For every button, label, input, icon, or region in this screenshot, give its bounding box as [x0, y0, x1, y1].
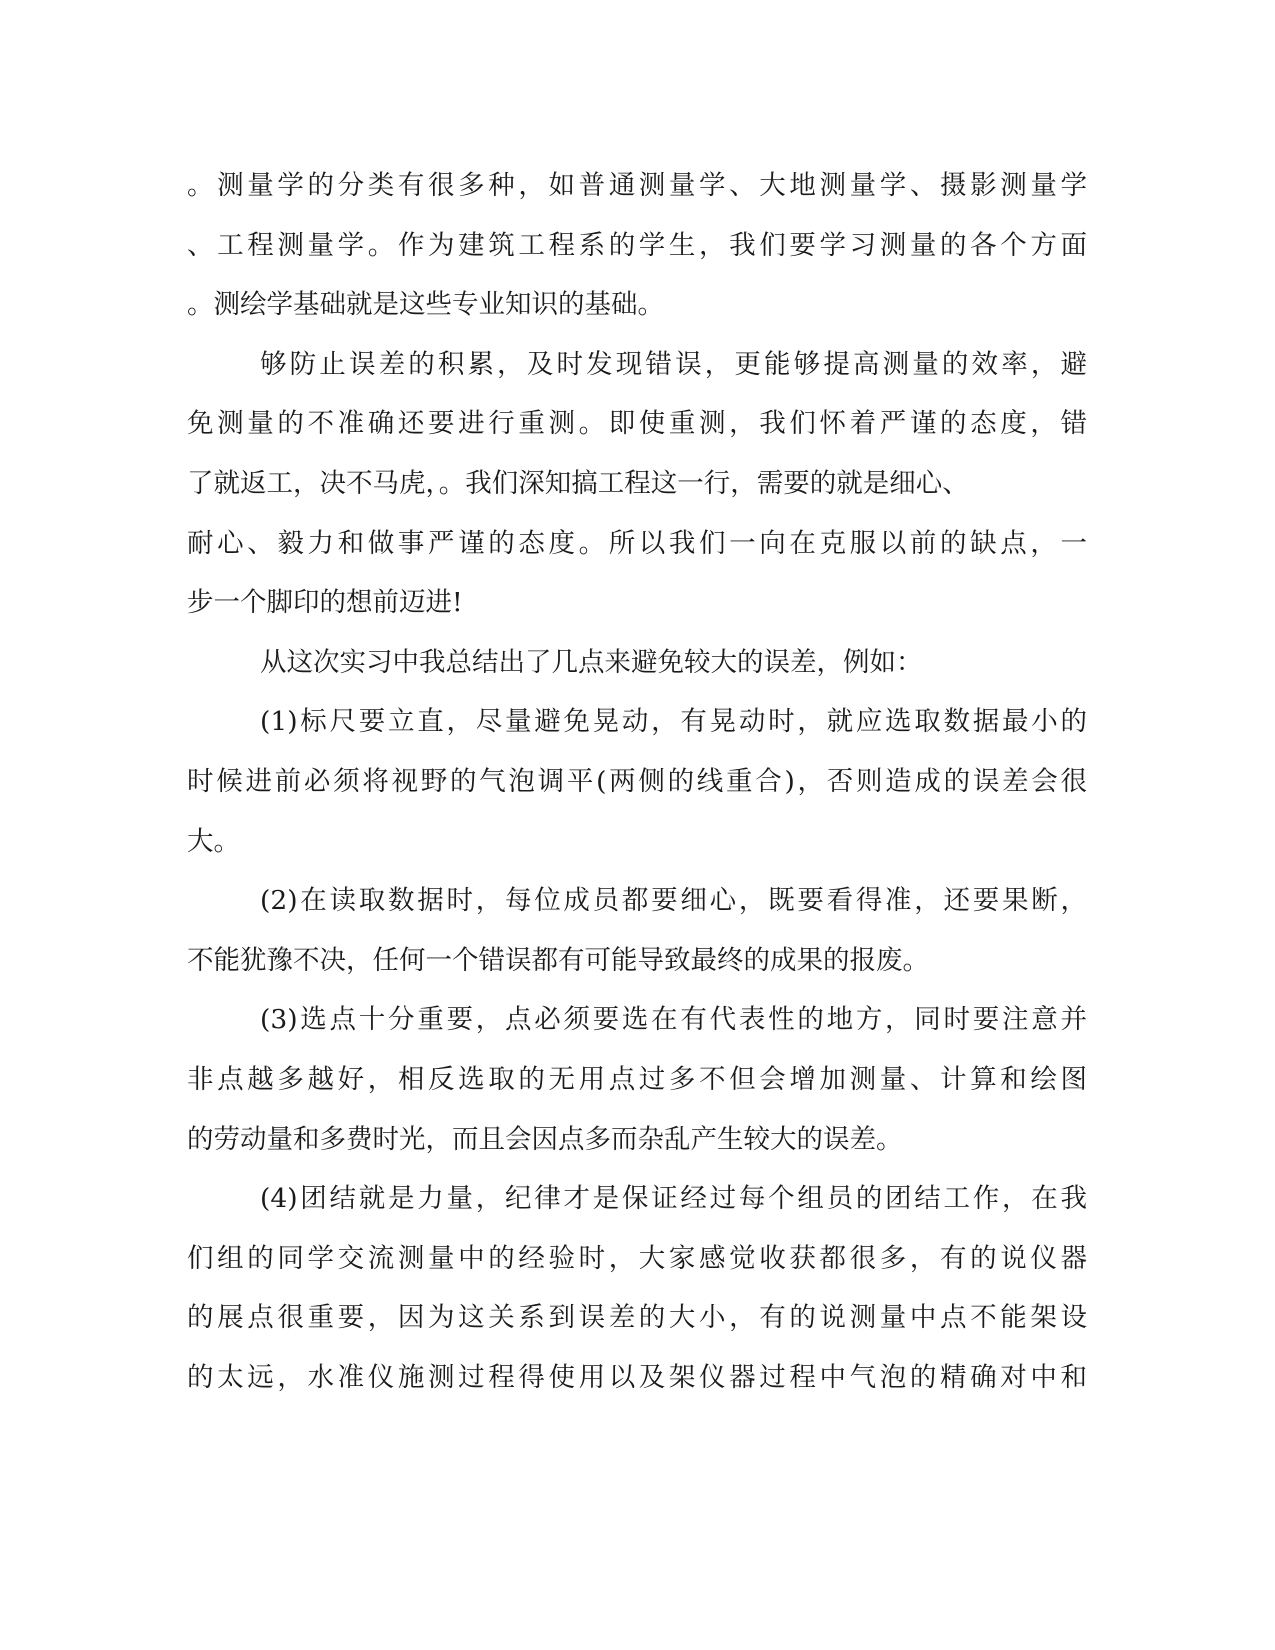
- text-line: 了就返工，决不马虎，。我们深知搞工程这一行，需要的就是细心、: [187, 467, 969, 499]
- text-line: 们组的同学交流测量中的经验时，大家感觉收获都很多，有的说仪器: [187, 1242, 1087, 1274]
- text-line: 。测绘学基础就是这些专业知识的基础。: [187, 289, 664, 321]
- text-line: 耐心、毅力和做事严谨的态度。所以我们一向在克服以前的缺点，一: [187, 527, 1087, 559]
- text-line: 时候进前必须将视野的气泡调平(两侧的线重合)，否则造成的误差会很: [187, 765, 1087, 797]
- text-line: 的劳动量和多费时光，而且会因点多而杂乱产生较大的误差。: [187, 1123, 903, 1155]
- text-line: 够防止误差的积累，及时发现错误，更能够提高测量的效率，避: [260, 348, 1087, 380]
- text-line: 免测量的不准确还要进行重测。即使重测，我们怀着严谨的态度，错: [187, 408, 1087, 440]
- text-line: 的展点很重要，因为这关系到误差的大小，有的说测量中点不能架设: [187, 1302, 1087, 1334]
- text-line: (4)团结就是力量，纪律才是保证经过每个组员的团结工作，在我: [260, 1183, 1087, 1215]
- text-line: 。测量学的分类有很多种，如普通测量学、大地测量学、摄影测量学: [187, 170, 1087, 201]
- text-line: 大。: [187, 825, 240, 857]
- text-line: (3)选点十分重要，点必须要选在有代表性的地方，同时要注意并: [260, 1004, 1087, 1036]
- text-line: 、工程测量学。作为建筑工程系的学生，我们要学习测量的各个方面: [187, 229, 1087, 261]
- text-line: 非点越多越好，相反选取的无用点过多不但会增加测量、计算和绘图: [187, 1063, 1087, 1095]
- text-line: 步一个脚印的想前迈进!: [187, 587, 463, 619]
- text-line: 的太远，水准仪施测过程得使用以及架仪器过程中气泡的精确对中和: [187, 1361, 1087, 1393]
- text-line: 不能犹豫不决，任何一个错误都有可能导致最终的成果的报废。: [187, 944, 929, 976]
- text-line: (2)在读取数据时，每位成员都要细心，既要看得准，还要果断，: [260, 885, 1087, 917]
- text-line: (1)标尺要立直，尽量避免晃动，有晃动时，就应选取数据最小的: [260, 706, 1087, 738]
- document-body: [187, 156, 1087, 1407]
- text-line: 从这次实习中我总结出了几点来避免较大的误差，例如：: [260, 646, 923, 678]
